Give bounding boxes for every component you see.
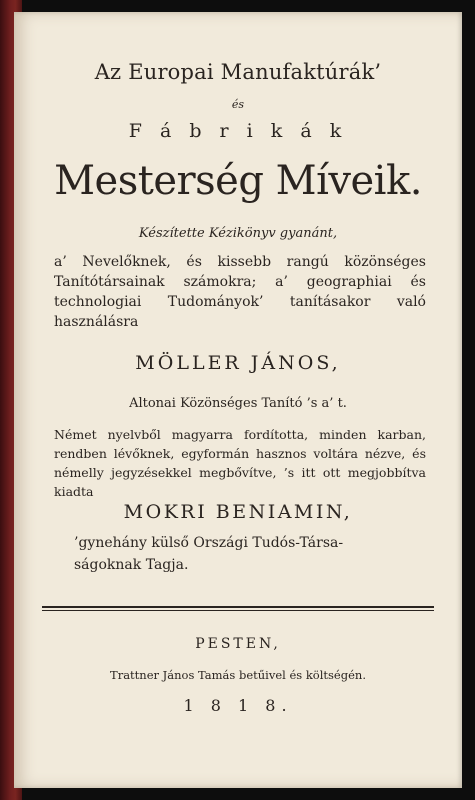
purpose-paragraph: a’ Nevelőknek, és kissebb rangú közönséges Tanítótársainak számokra; a’ geographiai és technologiai Tudományok’ tanításakor való használásra [54,254,426,330]
translator-title-line-1: ’gynehány külső Országi Tudós-Társa- [74,535,344,551]
title-conjunction: és [231,98,245,111]
translation-note: Német nyelvből magyarra fordította, minden karban, rendben lévőknek, egyformán hasznos voltára nézve, és némelly jegyzésekkel megbővítve, ’s itt ott megjobbítva kiadta [54,427,426,499]
main-title: Mesterség Míveik. [54,158,422,204]
made-as-line: Készítette Kézikönyv gyanánt, [138,226,338,241]
publication-place: PESTEN, [195,636,281,652]
divider-thin [42,610,434,611]
author-name: MÖLLER JÁNOS, [135,352,341,374]
title-page [14,12,462,788]
title-line-3: F á b r i k á k [128,120,348,142]
author-title: Altonai Közönséges Tanító ’s a’ t. [129,396,347,411]
translator-title-line-2: ságoknak Tagja. [74,557,189,573]
translator-name: MOKRI BENIAMIN, [123,501,353,523]
publication-year: 1 8 1 8. [183,696,293,715]
title-line-1: Az Europai Manufaktúrák’ [94,60,382,84]
printer-line: Trattner János Tamás betűivel és költségén. [110,668,366,682]
divider-thick [42,606,434,608]
